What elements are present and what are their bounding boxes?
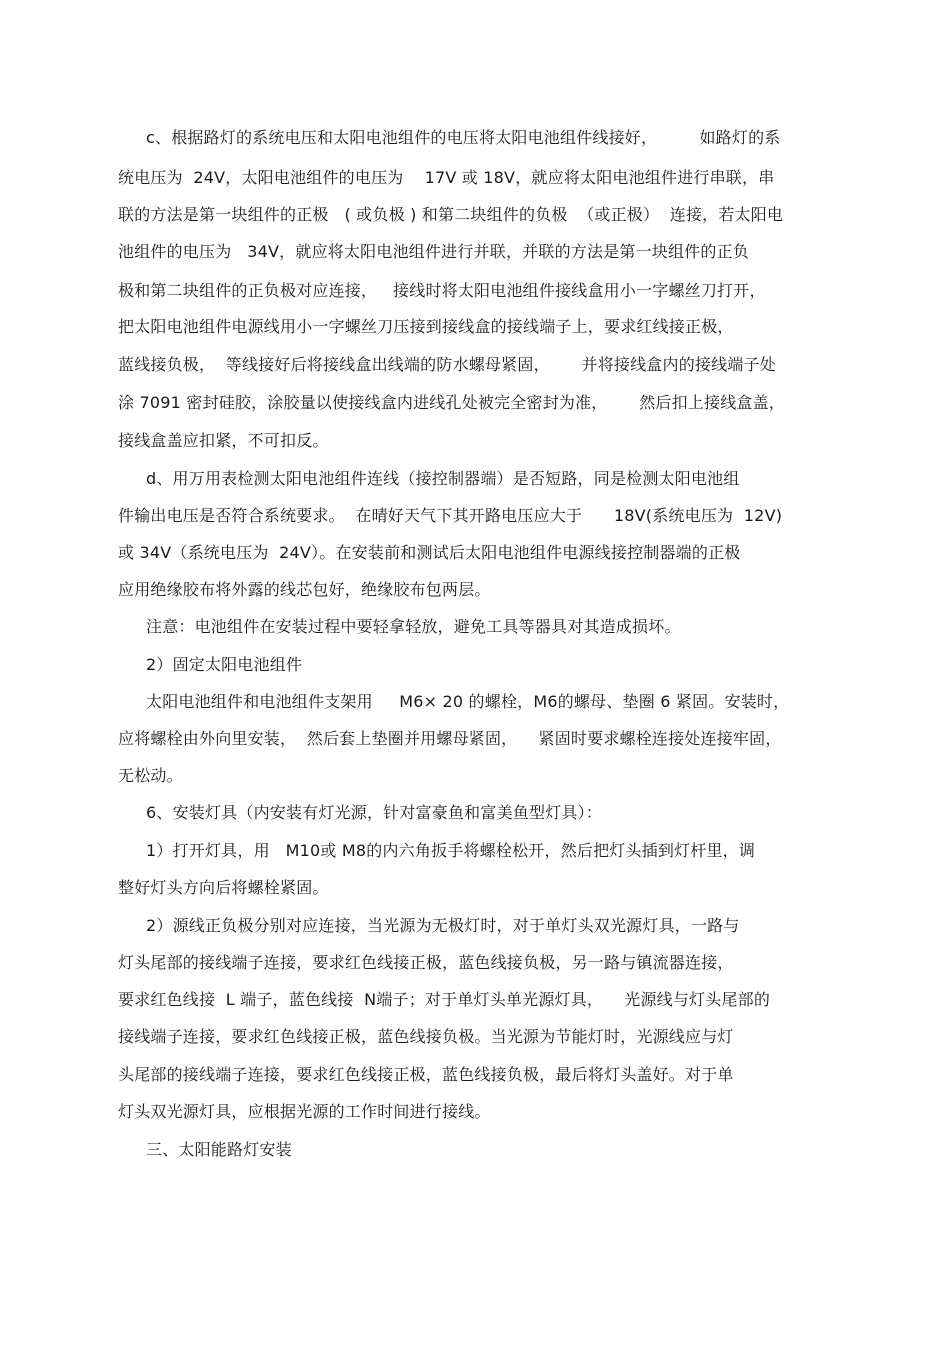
text-line: 太阳电池组件和电池组件支架用 M6× 20 的螺栓，M6的螺母、垫圈 6 紧固。安装时， <box>146 692 790 711</box>
text-line: 2）源线正负极分别对应连接，当光源为无极灯时，对于单灯头双光源灯具，一路与 <box>146 916 740 935</box>
text-line: 统电压为 24V，太阳电池组件的电压为 17V 或 18V，就应将太阳电池组件进行串联，串 <box>118 168 775 187</box>
text-line: d、用万用表检测太阳电池组件连线（接控制器端）是否短路，同是检测太阳电池组 <box>146 469 740 488</box>
text-line: 要求红色线接 L 端子，蓝色线接 N端子；对于单灯头单光源灯具， 光源线与灯头尾部的 <box>118 990 771 1009</box>
text-line: 1）打开灯具，用 M10或 M8的内六角扳手将螺栓松开，然后把灯头插到灯杆里，调 <box>146 841 756 860</box>
text-line: 接线端子连接，要求红色线接正极，蓝色线接负极。当光源为节能灯时，光源线应与灯 <box>118 1027 734 1046</box>
text-line: 整好灯头方向后将螺栓紧固。 <box>118 878 329 897</box>
text-line: 灯头尾部的接线端子连接，要求红色线接正极，蓝色线接负极，另一路与镇流器连接， <box>118 953 734 972</box>
section-heading: 三、太阳能路灯安装 <box>146 1140 292 1159</box>
text-line: 灯头双光源灯具，应根据光源的工作时间进行接线。 <box>118 1102 491 1121</box>
text-line: 接线盒盖应扣紧，不可扣反。 <box>118 431 329 450</box>
text-line: 6、安装灯具（内安装有灯光源，针对富豪鱼和富美鱼型灯具）： <box>146 803 602 822</box>
text-line: c、根据路灯的系统电压和太阳电池组件的电压将太阳电池组件线接好， 如路灯的系 <box>146 128 781 147</box>
text-line: 池组件的电压为 34V，就应将太阳电池组件进行并联，并联的方法是第一块组件的正负 <box>118 242 749 261</box>
text-line: 应用绝缘胶布将外露的线芯包好，绝缘胶布包两层。 <box>118 580 491 599</box>
text-line: 极和第二块组件的正负极对应连接， 接线时将太阳电池组件接线盒用小一字螺丝刀打开， <box>118 281 766 300</box>
text-line: 联的方法是第一块组件的正极 ( 或负极 ) 和第二块组件的负极 （或正极） 连接，若太阳电 <box>118 205 784 224</box>
text-line: 应将螺栓由外向里安装， 然后套上垫圈并用螺母紧固， 紧固时要求螺栓连接处连接牢固， <box>118 729 782 748</box>
text-line: 涂 7091 密封硅胶，涂胶量以使接线盒内进线孔处被完全密封为准， 然后扣上接线盒盖， <box>118 393 786 412</box>
text-line: 件输出电压是否符合系统要求。 在晴好天气下其开路电压应大于 18V(系统电压为 12V) <box>118 506 783 525</box>
text-line: 注意：电池组件在安装过程中要轻拿轻放，避免工具等器具对其造成损坏。 <box>146 617 681 636</box>
text-line: 2）固定太阳电池组件 <box>146 655 303 674</box>
text-line: 无松动。 <box>118 766 183 785</box>
text-line: 或 34V（系统电压为 24V）。在安装前和测试后太阳电池组件电源线接控制器端的正极 <box>118 543 741 562</box>
text-line: 把太阳电池组件电源线用小一字螺丝刀压接到接线盒的接线端子上，要求红线接正极， <box>118 317 734 336</box>
text-line: 蓝线接负极， 等线接好后将接线盒出线端的防水螺母紧固， 并将接线盒内的接线端子处 <box>118 355 776 374</box>
text-line: 头尾部的接线端子连接，要求红色线接正极，蓝色线接负极，最后将灯头盖好。对于单 <box>118 1065 734 1084</box>
